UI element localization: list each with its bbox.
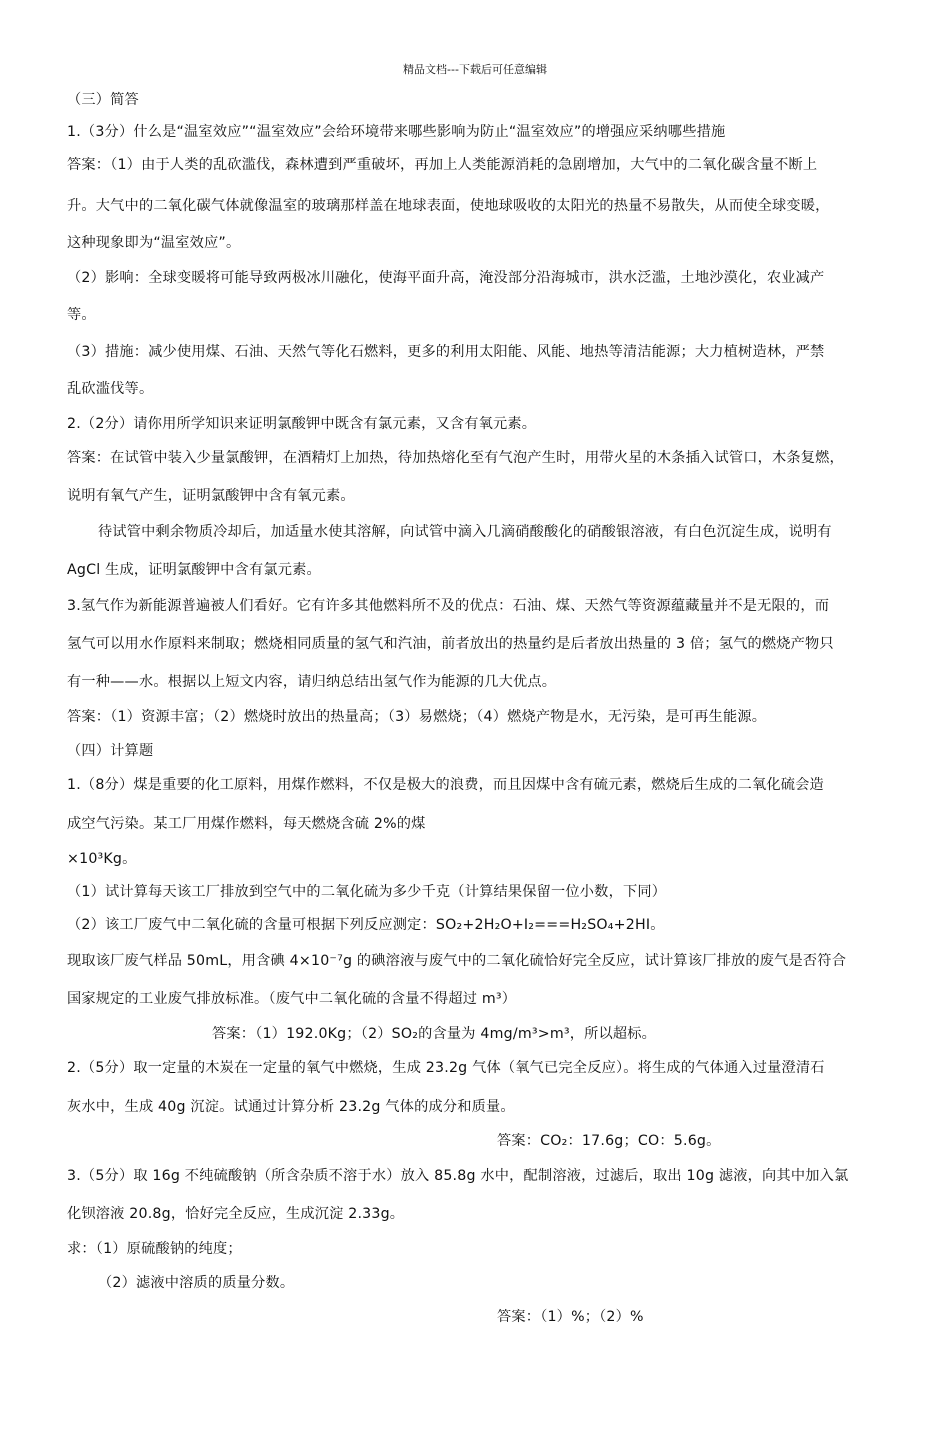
reaction-formula: SO₂+2H₂O+I₂===H₂SO₄+2HI。 (435, 917, 665, 933)
answer-line: （2）影响：全球变暖将可能导致两极冰川融化，使海平面升高，淹没部分沿海城市，洪水泛滥，土地沙漠化，农业减产 (67, 270, 825, 286)
section-heading: （四）计算题 (67, 743, 154, 759)
answer-line: 答案：（1）资源丰富；（2）燃烧时放出的热量高；（3）易燃烧；（4）燃烧产物是水，无污染，是可再生能源。 (67, 709, 767, 725)
answer-line: 说明有氧气产生，证明氯酸钾中含有氧元素。 (67, 488, 355, 504)
question-3-line: 有一种——水。根据以上短文内容，请归纳总结出氢气作为能源的几大优点。 (67, 674, 557, 690)
answer-line: 这种现象即为“温室效应”。 (67, 235, 241, 251)
calc-question-1-reaction (67, 915, 665, 935)
answer-line: 答案：CO₂：17.6g；CO：5.6g。 (497, 1133, 721, 1149)
calc-question-1-line: 国家规定的工业废气排放标准。（废气中二氧化硫的含量不得超过 m³） (67, 991, 517, 1007)
calc-question-1-line: 现取该厂废气样品 50mL，用含碘 4×10⁻⁷g 的碘溶液与废气中的二氧化硫恰好完全反应，试计算该厂排放的废气是否符合 (67, 953, 847, 969)
calc-question-2-line: 灰水中，生成 40g 沉淀。试通过计算分析 23.2g 气体的成分和质量。 (67, 1099, 515, 1115)
answer-line: 待试管中剩余物质冷却后，加适量水使其溶解，向试管中滴入几滴硝酸酸化的硝酸银溶液，有白色沉淀生成，说明有 (98, 524, 832, 540)
answer-line: （3）措施：减少使用煤、石油、天然气等化石燃料，更多的利用太阳能、风能、地热等清洁能源；大力植树造林，严禁 (67, 344, 825, 360)
question-2: 2.（2分）请你用所学知识来证明氯酸钾中既含有氯元素，又含有氧元素。 (67, 416, 537, 432)
answer-line: 答案：（1）%；（2）% (497, 1309, 644, 1325)
answer-line: 乱砍滥伐等。 (67, 381, 154, 397)
calc-question-3-line: 求：（1）原硫酸钠的纯度； (67, 1241, 242, 1257)
question-3-line: 氢气可以用水作原料来制取；燃烧相同质量的氢气和汽油，前者放出的热量约是后者放出热量的 3 倍；氢气的燃烧产物只 (67, 636, 834, 652)
answer-line: 等。 (67, 307, 96, 323)
answer-line: 答案：（1）由于人类的乱砍滥伐，森林遭到严重破坏，再加上人类能源消耗的急剧增加，大气中的二氧化碳含量不断上 (67, 157, 818, 173)
calc-question-3-line: 化钡溶液 20.8g，恰好完全反应，生成沉淀 2.33g。 (67, 1206, 405, 1222)
calc-question-2: 2.（5分）取一定量的木炭在一定量的氧气中燃烧，生成 23.2g 气体（氧气已完全反应）。将生成的气体通入过量澄清石 (67, 1060, 825, 1076)
answer-line: 答案：在试管中装入少量氯酸钾，在酒精灯上加热，待加热熔化至有气泡产生时，用带火星的木条插入试管口，木条复燃， (67, 450, 844, 466)
page-header: 精品文档---下载后可任意编辑 (403, 63, 547, 76)
answer-line: 升。大气中的二氧化碳气体就像温室的玻璃那样盖在地球表面，使地球吸收的太阳光的热量不易散失，从而使全球变暖， (67, 198, 830, 214)
answer-line: 答案：（1）192.0Kg；（2）SO₂的含量为 4mg/m³>m³，所以超标。 (212, 1026, 657, 1042)
section-heading: （三）简答 (67, 92, 139, 108)
calc-question-1: 1.（8分）煤是重要的化工原料，用煤作燃料，不仅是极大的浪费，而且因煤中含有硫元素，燃烧后生成的二氧化硫会造 (67, 777, 824, 793)
reaction-text: （2）该工厂废气中二氧化硫的含量可根据下列反应测定： (67, 917, 436, 933)
calc-question-1-line: ×10³Kg。 (67, 851, 137, 867)
calc-question-1-line: 成空气污染。某工厂用煤作燃料，每天燃烧含硫 2%的煤 (67, 816, 426, 832)
calc-question-3-line: （2）滤液中溶质的质量分数。 (98, 1275, 295, 1291)
question-1: 1.（3分）什么是“温室效应”“温室效应”会给环境带来哪些影响为防止“温室效应”的增强应采纳哪些措施 (67, 124, 726, 140)
question-3: 3.氢气作为新能源普遍被人们看好。它有许多其他燃料所不及的优点：石油、煤、天然气等资源蕴藏量并不是无限的，而 (67, 598, 830, 614)
calc-question-3: 3.（5分）取 16g 不纯硫酸钠（所含杂质不溶于水）放入 85.8g 水中，配制溶液，过滤后，取出 10g 滤液，向其中加入氯 (67, 1168, 849, 1184)
answer-line: AgCl 生成，证明氯酸钾中含有氯元素。 (67, 562, 321, 578)
calc-question-1-line: （1）试计算每天该工厂排放到空气中的二氧化硫为多少千克（计算结果保留一位小数，下同） (67, 884, 667, 900)
